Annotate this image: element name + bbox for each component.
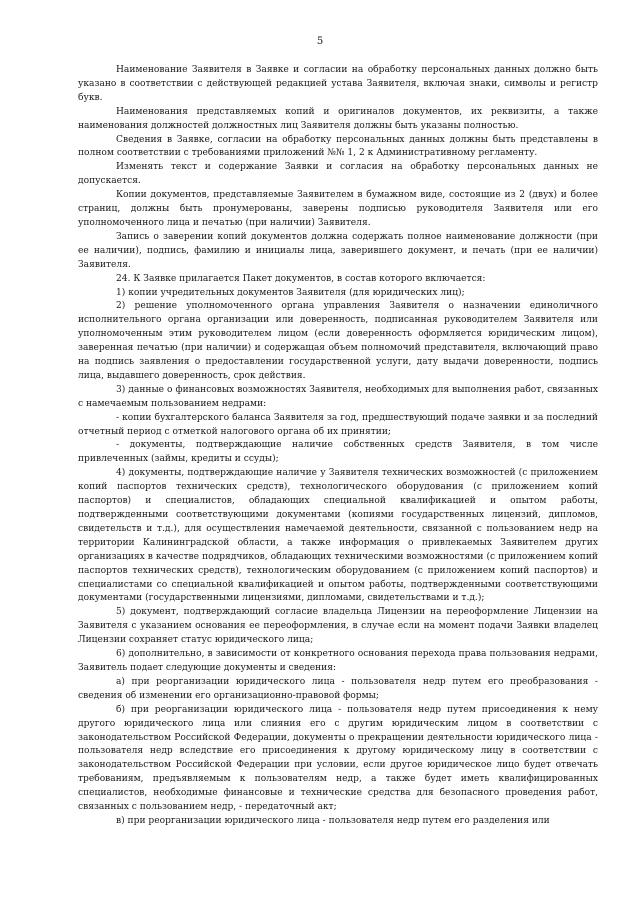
page-number: 5 — [316, 36, 324, 47]
paragraph: - документы, подтверждающие наличие собственных средств Заявителя, в том числе привлеченных (займы, кредиты и ссуды); — [78, 440, 598, 465]
paragraph: Запись о заверении копий документов должна содержать полное наименование должности (при ее наличии), подпись, фамилию и инициалы лица, заверившего документ, и печать (при ее наличии) Заявителя. — [78, 231, 598, 270]
paragraph: 3) данные о финансовых возможностях Заявителя, необходимых для выполнения работ, связанных с намечаемым пользованием недрами: — [78, 384, 598, 409]
document-body — [78, 64, 598, 829]
paragraph: 24. К Заявке прилагается Пакет документов, в состав которого включается: — [116, 273, 486, 284]
paragraph: 2) решение уполномоченного органа управления Заявителя о назначении единоличного исполнительного органа организации или доверенность, подписанная руководителем Заявителя или уполномоченным этим руководителем лицом (если доверенность оформляется юридическим лицом), заверенная печатью (при наличии) и содержащая объем полномочий представителя, включающий право на подпись заявления о предоставлении государственной услуги, дату выдачи доверенности, подпись лица, выдавшего доверенность, срок действия. — [78, 301, 598, 381]
paragraph: 6) дополнительно, в зависимости от конкретного основания перехода права пользования недрами, Заявитель подает следующие документы и сведения: — [78, 649, 598, 673]
paragraph: 4) документы, подтверждающие наличие у Заявителя технических возможностей (с приложением копий паспортов технических средств), технологического оборудования (с приложением копий паспортов) и специалистов, обладающих специальной квалификацией и опытом работы, подтвержденными соответствующими документами (копиями государственных лицензий, дипломов, свидетельств и т.д.), для осуществления намечаемой деятельности, связанной с пользованием недр на территории Калининградской области, а также информация о привлекаемых Заявителем других организациях в качестве подрядчиков, обладающих техническими возможностями (с приложением копий паспортов технических средств), технологическим оборудованием (с приложением копий паспортов) и специалистами со специальной квалификацией и опытом работы, подтвержденными соответствующими документами (государственными лицензиями, дипломами, свидетельствами и т.д.); — [78, 468, 598, 604]
paragraph: Сведения в Заявке, согласии на обработку персональных данных должны быть представлены в полном соответствии с требованиями приложений №№ 1, 2 к Административному регламенту. — [78, 134, 598, 159]
paragraph: Наименования представляемых копий и оригиналов документов, их реквизиты, а также наименования должностей должностных лиц Заявителя должны быть указаны полностью. — [78, 106, 598, 131]
paragraph: Копии документов, представляемые Заявителем в бумажном виде, состоящие из 2 (двух) и более страниц, должны быть пронумерованы, заверены подписью руководителя Заявителя или его уполномоченного лица и печатью (при наличии) Заявителя. — [78, 190, 598, 228]
paragraph: Изменять текст и содержание Заявки и согласия на обработку персональных данных не допускается. — [78, 162, 598, 187]
paragraph: б) при реорганизации юридического лица - пользователя недр путем присоединения к нему другого юридического лица или слияния его с другим юридическим лицом в соответствии с законодательством Российской Федерации, документы о прекращении деятельности юридического лица - пользователя недр вследствие его присоединения к другому юридическому лицу в соответствии с законодательством Российской Федерации при условии, если другое юридическое лицо будет отвечать требованиям, предъявляемым к пользователям недр, а также будет иметь квалифицированных специалистов, необходимые финансовые и технические средства для безопасного проведения работ, связанных с пользованием недр, - передаточный акт; — [78, 704, 598, 813]
paragraph: - копии бухгалтерского баланса Заявителя за год, предшествующий подаче заявки и за последний отчетный период с отметкой налогового органа об их принятии; — [78, 412, 598, 437]
paragraph: Наименование Заявителя в Заявке и согласии на обработку персональных данных должно быть указано в соответствии с действующей редакцией устава Заявителя, включая знаки, символы и регистр букв. — [78, 65, 598, 103]
paragraph: в) при реорганизации юридического лица - пользователя недр путем его разделения или — [116, 815, 550, 826]
paragraph: 5) документ, подтверждающий согласие владельца Лицензии на переоформление Лицензии на Заявителя с указанием основания ее переоформления, в случае если на момент подачи Заявки владелец Лицензии сохраняет статус юридического лица; — [78, 607, 598, 646]
paragraph: а) при реорганизации юридического лица - пользователя недр путем его преобразования - сведения об изменении его организационно-правовой формы; — [78, 676, 598, 701]
paragraph: 1) копии учредительных документов Заявителя (для юридических лиц); — [116, 287, 465, 298]
